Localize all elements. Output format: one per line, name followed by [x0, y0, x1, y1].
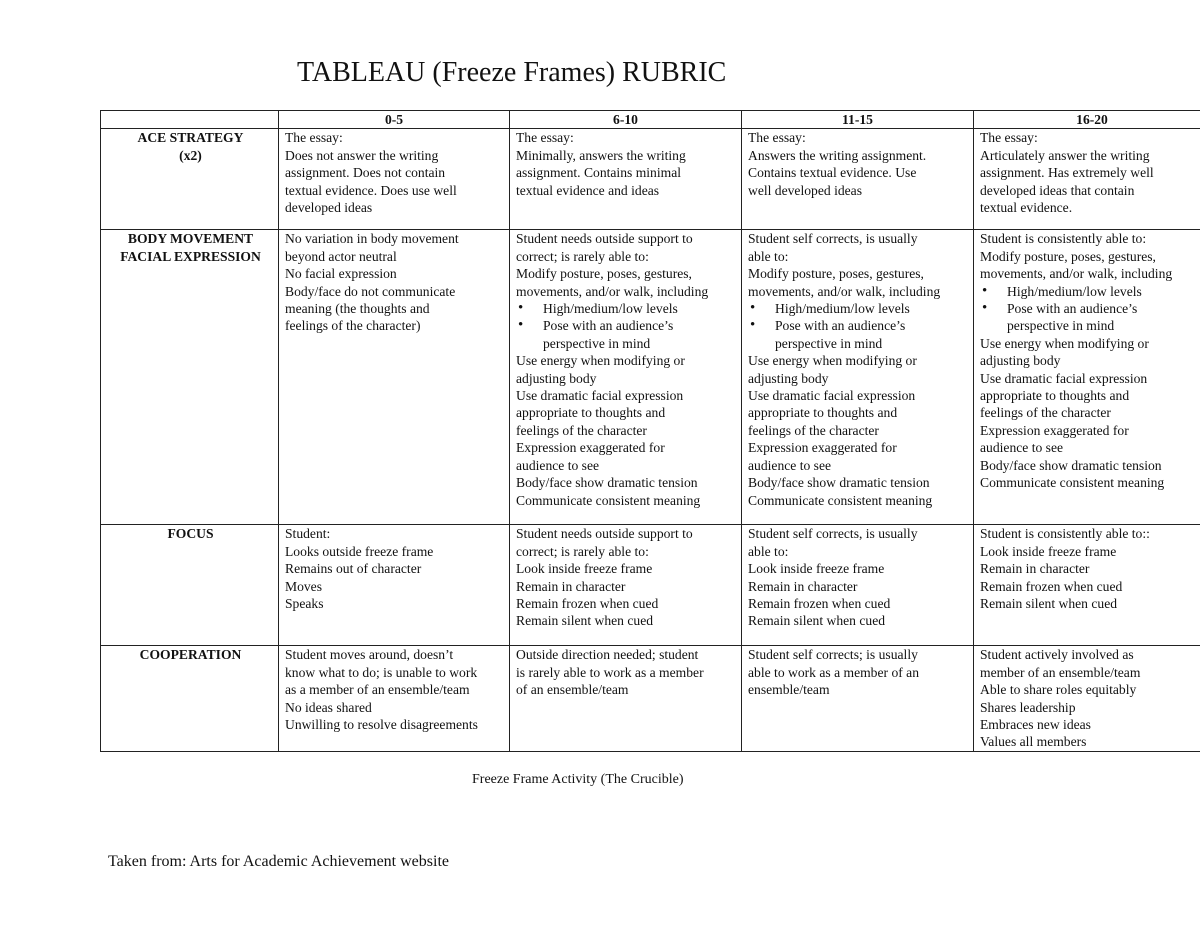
cell-text-line: audience to see	[980, 440, 1064, 456]
criterion-label-line: FACIAL EXPRESSION	[120, 248, 261, 264]
cell-text-line: Remain silent when cued	[980, 596, 1118, 612]
rubric-cell-6-10	[510, 525, 742, 646]
cell-text-line: appropriate to thoughts and	[516, 405, 666, 421]
cell-bullet-item: • High/medium/low levels	[980, 283, 1200, 300]
cell-text-line: Student:	[285, 526, 331, 542]
cell-text-line: Answers the writing assignment.	[748, 147, 927, 163]
cell-text-line: movements, and/or walk, including	[516, 283, 709, 299]
cell-text-line: correct; is rarely able to:	[516, 543, 649, 559]
cell-text-line: Use dramatic facial expression	[980, 370, 1148, 386]
cell-text-line: textual evidence.	[980, 200, 1073, 216]
rubric-cell-16-20	[974, 525, 1200, 646]
cell-text-line: Remain frozen when cued	[748, 596, 891, 612]
rubric-cell-11-15	[742, 646, 974, 751]
criterion-label	[101, 525, 279, 646]
rubric-table	[100, 110, 1200, 752]
cell-text-line: movements, and/or walk, including	[980, 266, 1173, 282]
rubric-cell-6-10	[510, 129, 742, 230]
header-score-0-5: 0-5	[279, 111, 510, 129]
cell-text-line: The essay:	[516, 130, 574, 146]
cell-bullet-item: • Pose with an audience’s	[748, 317, 969, 334]
cell-text-line: The essay:	[748, 130, 806, 146]
cell-text-line: Use dramatic facial expression	[748, 388, 916, 404]
criterion-label	[101, 646, 279, 751]
cell-text-line: Student self corrects, is usually	[748, 231, 918, 247]
cell-text-line: well developed ideas	[748, 182, 862, 198]
cell-text-line: Moves	[285, 578, 323, 594]
cell-text-line: Unwilling to resolve disagreements	[285, 717, 478, 733]
cell-text-line: beyond actor neutral	[285, 248, 397, 264]
cell-text-line: Look inside freeze frame	[748, 561, 885, 577]
header-row	[101, 111, 1200, 129]
cell-text-line: as a member of an ensemble/team	[285, 682, 470, 698]
cell-text-line: Contains textual evidence. Use	[748, 165, 917, 181]
cell-text-line: Remain in character	[980, 561, 1090, 577]
cell-text-line: Does not answer the writing	[285, 147, 439, 163]
cell-text-line: textual evidence. Does use well	[285, 182, 457, 198]
cell-text-line: Outside direction needed; student	[516, 647, 699, 663]
cell-text-line: Modify posture, poses, gestures,	[516, 266, 692, 282]
cell-text-line: Student needs outside support to	[516, 231, 693, 247]
cell-text-line: Expression exaggerated for	[748, 440, 897, 456]
cell-text-line: Modify posture, poses, gestures,	[748, 266, 924, 282]
cell-text-line: movements, and/or walk, including	[748, 283, 941, 299]
cell-text-line: Student is consistently able to:	[980, 231, 1147, 247]
cell-text-line: able to:	[748, 248, 789, 264]
rubric-cell-6-10	[510, 230, 742, 525]
cell-text-line: Use energy when modifying or	[980, 335, 1149, 351]
cell-text-line: Remain in character	[748, 578, 858, 594]
cell-text-line: Communicate consistent meaning	[516, 492, 701, 508]
cell-bullet-item: • Pose with an audience’s	[980, 300, 1200, 317]
cell-text-line: Communicate consistent meaning	[748, 492, 933, 508]
cell-text-line: is rarely able to work as a member	[516, 664, 704, 680]
criterion-label	[101, 230, 279, 525]
cell-bullet-continuation: perspective in mind	[775, 335, 883, 351]
cell-text-line: feelings of the character	[516, 422, 647, 438]
cell-text-line: Body/face show dramatic tension	[516, 475, 698, 491]
cell-text-line: able to work as a member of an	[748, 664, 919, 680]
cell-text-line: Look inside freeze frame	[980, 543, 1117, 559]
criterion-label-line: ACE STRATEGY	[137, 130, 244, 146]
header-score-11-15: 11-15	[742, 111, 974, 129]
cell-text-line: Remain frozen when cued	[516, 596, 659, 612]
rubric-cell-16-20	[974, 230, 1200, 525]
rubric-cell-0-5	[279, 230, 510, 525]
rubric-cell-6-10	[510, 646, 742, 751]
cell-text-line: Looks outside freeze frame	[285, 543, 434, 559]
criterion-label	[101, 129, 279, 230]
cell-text-line: No ideas shared	[285, 699, 372, 715]
cell-text-line: Speaks	[285, 596, 324, 612]
cell-text-line: Body/face do not communicate	[285, 283, 456, 299]
cell-text-line: audience to see	[748, 457, 832, 473]
cell-text-line: correct; is rarely able to:	[516, 248, 649, 264]
cell-text-line: Expression exaggerated for	[980, 422, 1129, 438]
cell-text-line: Expression exaggerated for	[516, 440, 665, 456]
cell-text-line: The essay:	[980, 130, 1038, 146]
rubric-cell-11-15	[742, 230, 974, 525]
criterion-label-line: COOPERATION	[139, 647, 242, 663]
cell-text-line: textual evidence and ideas	[516, 182, 660, 198]
cell-text-line: Shares leadership	[980, 699, 1076, 715]
cell-text-line: Student actively involved as	[980, 647, 1134, 663]
cell-text-line: developed ideas that contain	[980, 182, 1135, 198]
cell-bullet-continuation: perspective in mind	[1007, 318, 1115, 334]
cell-text-line: Remain in character	[516, 578, 626, 594]
cell-text-line: Remain silent when cued	[748, 613, 886, 629]
cell-text-line: The essay:	[285, 130, 343, 146]
cell-text-line: of an ensemble/team	[516, 682, 629, 698]
cell-text-line: able to:	[748, 543, 789, 559]
rubric-row-cooperation	[101, 646, 1200, 751]
cell-text-line: Modify posture, poses, gestures,	[980, 248, 1156, 264]
cell-bullet-item: • High/medium/low levels	[516, 300, 737, 317]
cell-text-line: adjusting body	[748, 370, 829, 386]
cell-text-line: meaning (the thoughts and	[285, 301, 430, 317]
activity-caption: Freeze Frame Activity (The Crucible)	[472, 772, 684, 787]
cell-text-line: Student needs outside support to	[516, 526, 693, 542]
rubric-cell-0-5	[279, 646, 510, 751]
cell-text-line: Remains out of character	[285, 561, 422, 577]
cell-text-line: Use energy when modifying or	[516, 353, 685, 369]
cell-text-line: ensemble/team	[748, 682, 830, 698]
criterion-label-line: BODY MOVEMENT	[127, 231, 254, 247]
page-title: TABLEAU (Freeze Frames) RUBRIC	[297, 57, 727, 88]
cell-text-line: assignment. Contains minimal	[516, 165, 682, 181]
cell-text-line: Communicate consistent meaning	[980, 475, 1165, 491]
cell-text-line: feelings of the character	[980, 405, 1111, 421]
rubric-row-body-movement	[101, 230, 1200, 525]
cell-text-line: Minimally, answers the writing	[516, 147, 686, 163]
cell-text-line: Body/face show dramatic tension	[748, 475, 930, 491]
criterion-label-line: FOCUS	[167, 526, 214, 542]
rubric-row-focus	[101, 525, 1200, 646]
cell-text-line: Remain frozen when cued	[980, 578, 1123, 594]
cell-text-line: Body/face show dramatic tension	[980, 457, 1162, 473]
cell-text-line: developed ideas	[285, 200, 373, 216]
rubric-cell-11-15	[742, 525, 974, 646]
rubric-cell-11-15	[742, 129, 974, 230]
cell-text-line: audience to see	[516, 457, 600, 473]
cell-text-line: adjusting body	[516, 370, 597, 386]
rubric-cell-16-20	[974, 646, 1200, 751]
rubric-row-ace-strategy	[101, 129, 1200, 230]
cell-bullet-item: • Pose with an audience’s	[516, 317, 737, 334]
cell-text-line: Student is consistently able to::	[980, 526, 1150, 542]
cell-text-line: Look inside freeze frame	[516, 561, 653, 577]
cell-bullet-item: • High/medium/low levels	[748, 300, 969, 317]
cell-text-line: Articulately answer the writing	[980, 147, 1150, 163]
cell-text-line: Embraces new ideas	[980, 717, 1091, 733]
source-note: Taken from: Arts for Academic Achievement website	[108, 853, 449, 870]
cell-text-line: Student self corrects, is usually	[748, 526, 918, 542]
cell-bullet-continuation: perspective in mind	[543, 335, 651, 351]
criterion-label-line: (x2)	[179, 147, 202, 163]
rubric-cell-0-5	[279, 129, 510, 230]
header-score-6-10: 6-10	[510, 111, 742, 129]
cell-text-line: No variation in body movement	[285, 231, 459, 247]
cell-text-line: Able to share roles equitably	[980, 682, 1137, 698]
cell-text-line: No facial expression	[285, 266, 397, 282]
cell-text-line: assignment. Does not contain	[285, 165, 446, 181]
cell-text-line: appropriate to thoughts and	[980, 388, 1130, 404]
header-criterion	[101, 111, 279, 129]
rubric-cell-0-5	[279, 525, 510, 646]
rubric-cell-16-20	[974, 129, 1200, 230]
cell-text-line: Student moves around, doesn’t	[285, 647, 454, 663]
cell-text-line: know what to do; is unable to work	[285, 664, 478, 680]
cell-text-line: member of an ensemble/team	[980, 664, 1141, 680]
cell-text-line: Use dramatic facial expression	[516, 388, 684, 404]
cell-text-line: Remain silent when cued	[516, 613, 654, 629]
header-score-16-20: 16-20	[974, 111, 1200, 129]
cell-text-line: Use energy when modifying or	[748, 353, 917, 369]
cell-text-line: Values all members	[980, 734, 1087, 750]
cell-text-line: adjusting body	[980, 353, 1061, 369]
cell-text-line: feelings of the character)	[285, 318, 421, 334]
cell-text-line: assignment. Has extremely well	[980, 165, 1154, 181]
cell-text-line: appropriate to thoughts and	[748, 405, 898, 421]
cell-text-line: Student self corrects; is usually	[748, 647, 918, 663]
cell-text-line: feelings of the character	[748, 422, 879, 438]
